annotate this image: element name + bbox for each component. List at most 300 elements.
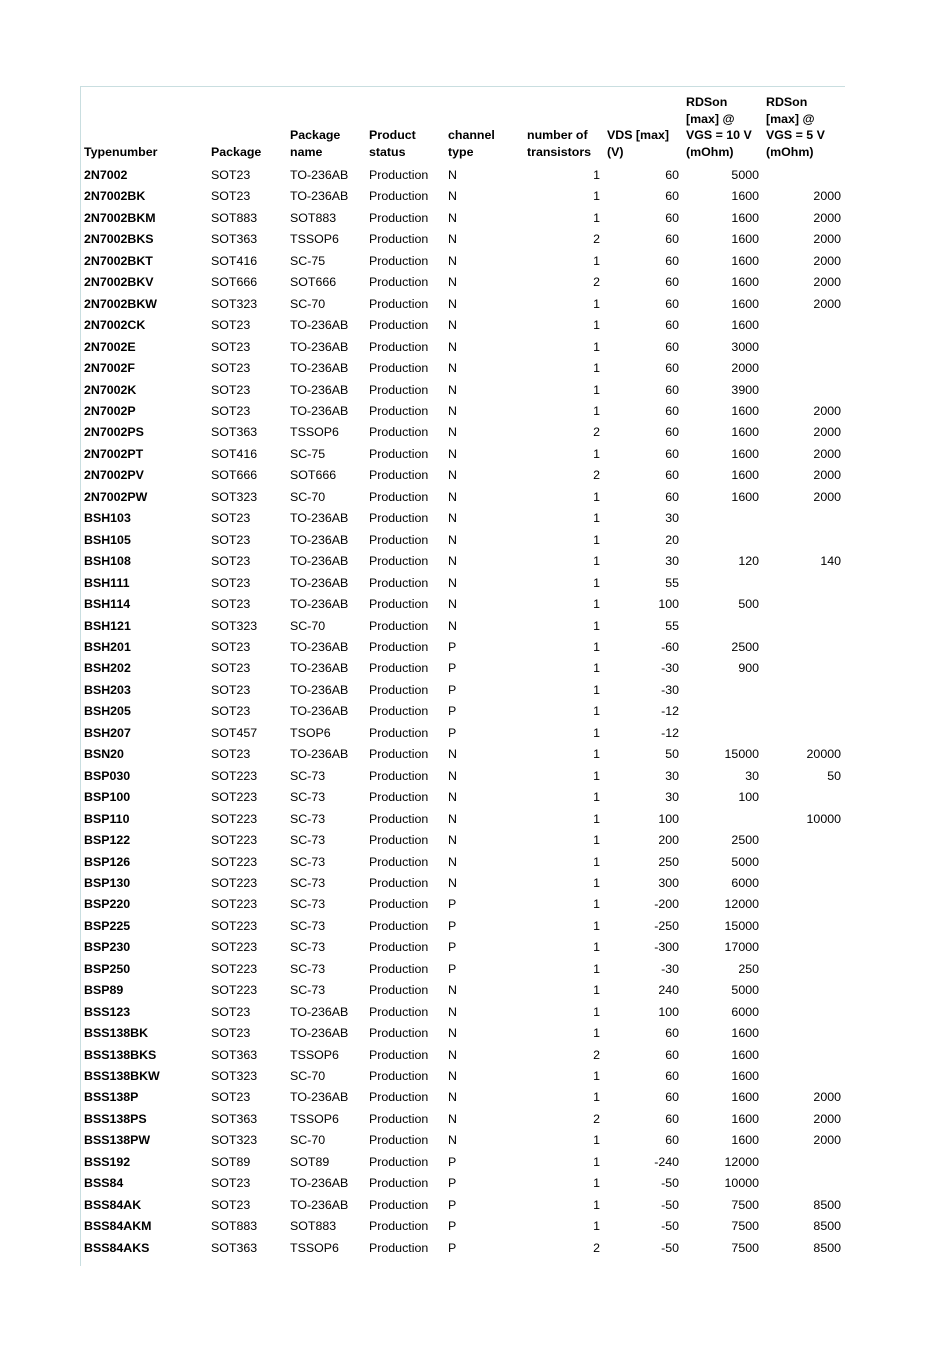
cell-package-name: SC-73 [290,897,326,912]
cell-package-name: TO-236AB [290,361,349,376]
cell-rdson-5v [763,1152,845,1173]
cell-channel-type: P [448,1240,457,1255]
table-row [81,680,845,701]
cell-vds-max: 60 [665,1069,679,1084]
col-header-package: Package [211,144,262,159]
cell-package: SOT223 [211,790,258,805]
cell-rdson-10v: 100 [738,790,759,805]
cell-number-of-transistors: 1 [593,790,600,805]
cell-number-of-transistors: 1 [593,361,600,376]
table-row [81,1087,845,1108]
table-top-border [80,86,845,87]
cell-number-of-transistors: 1 [593,875,600,890]
cell-rdson-10v: 17000 [724,940,759,955]
cell-rdson-10v [683,573,763,594]
cell-product-status: Production [369,425,429,440]
cell-typenumber: 2N7002 [84,168,128,182]
cell-package: SOT363 [211,425,258,440]
cell-product-status: Production [369,1090,429,1105]
col-header-typenumber: Typenumber [84,144,158,159]
cell-package-name: SC-75 [290,446,326,461]
cell-number-of-transistors: 1 [593,511,600,526]
cell-product-status: Production [369,168,429,182]
cell-rdson-5v: 2000 [813,232,841,247]
cell-number-of-transistors: 1 [593,554,600,569]
cell-package: SOT223 [211,961,258,976]
cell-rdson-10v: 5000 [731,168,759,182]
cell-typenumber: 2N7002BKS [84,232,154,247]
cell-rdson-10v: 1600 [731,253,759,268]
cell-channel-type: N [448,446,457,461]
table-row [81,380,845,401]
cell-rdson-5v: 2000 [813,403,841,418]
cell-channel-type: N [448,875,457,890]
cell-number-of-transistors: 1 [593,1004,600,1019]
cell-vds-max: -30 [661,961,679,976]
cell-product-status: Production [369,897,429,912]
cell-product-status: Production [369,725,429,740]
table-row [81,401,845,422]
cell-channel-type: N [448,511,457,526]
cell-product-status: Production [369,575,429,590]
cell-package: SOT363 [211,232,258,247]
cell-number-of-transistors: 2 [593,1240,600,1255]
cell-rdson-10v: 900 [738,661,759,676]
cell-package: SOT883 [211,1219,258,1234]
cell-number-of-transistors: 1 [593,1133,600,1148]
cell-vds-max: -240 [654,1154,679,1169]
cell-number-of-transistors: 1 [593,489,600,504]
cell-rdson-10v: 250 [738,961,759,976]
cell-rdson-10v: 1600 [731,489,759,504]
cell-vds-max: -200 [654,897,679,912]
cell-product-status: Production [369,1047,429,1062]
cell-channel-type: N [448,790,457,805]
cell-vds-max: 60 [665,210,679,225]
cell-rdson-10v: 1600 [731,425,759,440]
cell-vds-max: 60 [665,189,679,204]
cell-package-name: TO-236AB [290,661,349,676]
cell-rdson-5v: 8500 [813,1240,841,1255]
cell-channel-type: N [448,253,457,268]
cell-package-name: SOT666 [290,275,337,290]
cell-rdson-10v: 7500 [731,1219,759,1234]
cell-package: SOT223 [211,875,258,890]
table-row [81,1066,845,1087]
cell-rdson-10v: 15000 [724,747,759,762]
cell-typenumber: BSP030 [84,768,131,783]
cell-channel-type: N [448,489,457,504]
cell-package: SOT23 [211,532,251,547]
cell-number-of-transistors: 1 [593,918,600,933]
cell-rdson-10v: 7500 [731,1197,759,1212]
cell-typenumber: BSP250 [84,961,131,976]
table-row [81,701,845,722]
cell-package-name: TO-236AB [290,1026,349,1041]
cell-number-of-transistors: 1 [593,253,600,268]
cell-package: SOT23 [211,597,251,612]
cell-product-status: Production [369,682,429,697]
cell-rdson-5v [763,1066,845,1087]
cell-package: SOT23 [211,1176,251,1191]
cell-vds-max: 50 [665,747,679,762]
cell-channel-type: N [448,554,457,569]
cell-rdson-5v [763,852,845,873]
cell-number-of-transistors: 2 [593,232,600,247]
cell-typenumber: BSS138PW [84,1133,151,1148]
cell-package: SOT363 [211,1111,258,1126]
col-header-number-of-transistors: number of transistors [527,128,592,159]
cell-vds-max: 60 [665,296,679,311]
cell-rdson-10v: 6000 [731,875,759,890]
cell-product-status: Production [369,747,429,762]
cell-rdson-10v: 2000 [731,361,759,376]
cell-rdson-5v [763,165,845,186]
cell-package-name: SC-73 [290,961,326,976]
cell-package: SOT23 [211,339,251,354]
cell-package: SOT363 [211,1047,258,1062]
cell-rdson-5v: 2000 [813,1133,841,1148]
cell-package: SOT323 [211,618,258,633]
cell-package-name: TO-236AB [290,597,349,612]
cell-package: SOT23 [211,554,251,569]
cell-rdson-5v [763,1045,845,1066]
cell-package-name: SOT89 [290,1154,330,1169]
cell-vds-max: 60 [665,253,679,268]
table-row [81,658,845,679]
cell-package: SOT223 [211,983,258,998]
cell-channel-type: N [448,1090,457,1105]
cell-vds-max: -300 [654,940,679,955]
cell-number-of-transistors: 1 [593,833,600,848]
cell-rdson-5v: 2000 [813,425,841,440]
cell-rdson-5v: 2000 [813,489,841,504]
cell-package-name: TSSOP6 [290,232,339,247]
cell-channel-type: P [448,940,457,955]
cell-rdson-5v: 50 [827,768,841,783]
cell-package: SOT323 [211,1069,258,1084]
cell-rdson-10v: 2500 [731,833,759,848]
cell-vds-max: 60 [665,1111,679,1126]
cell-channel-type: P [448,918,457,933]
cell-typenumber: 2N7002K [84,382,137,397]
cell-product-status: Production [369,361,429,376]
table-row [81,573,845,594]
cell-package-name: TO-236AB [290,403,349,418]
cell-number-of-transistors: 1 [593,168,600,182]
cell-vds-max: -50 [661,1240,679,1255]
table-row [81,744,845,765]
cell-vds-max: 30 [665,790,679,805]
cell-number-of-transistors: 1 [593,189,600,204]
cell-rdson-5v [763,380,845,401]
cell-product-status: Production [369,232,429,247]
cell-product-status: Production [369,554,429,569]
cell-vds-max: 60 [665,361,679,376]
cell-channel-type: N [448,1133,457,1148]
cell-package: SOT23 [211,704,251,719]
cell-product-status: Production [369,704,429,719]
cell-product-status: Production [369,1111,429,1126]
cell-typenumber: BSS138BK [84,1026,149,1041]
cell-rdson-10v [683,530,763,551]
cell-product-status: Production [369,446,429,461]
cell-channel-type: N [448,532,457,547]
cell-vds-max: -30 [661,661,679,676]
cell-channel-type: P [448,1219,457,1234]
cell-package-name: TO-236AB [290,747,349,762]
cell-product-status: Production [369,253,429,268]
cell-channel-type: N [448,983,457,998]
cell-channel-type: N [448,468,457,483]
cell-channel-type: N [448,811,457,826]
cell-package: SOT223 [211,940,258,955]
col-header-package-name: Package name [290,128,341,159]
cell-package: SOT416 [211,446,258,461]
cell-package-name: TSSOP6 [290,425,339,440]
cell-package-name: TSSOP6 [290,1240,339,1255]
cell-rdson-5v [763,637,845,658]
cell-package: SOT23 [211,661,251,676]
cell-package-name: TO-236AB [290,554,349,569]
col-header-rdson-5v: RDSon [max] @ VGS = 5 V (mOhm) [766,95,825,159]
cell-channel-type: P [448,725,457,740]
cell-typenumber: BSS84AKM [84,1219,152,1234]
cell-rdson-5v [763,658,845,679]
cell-number-of-transistors: 2 [593,468,600,483]
cell-typenumber: BSH202 [84,661,131,676]
cell-vds-max: 200 [658,833,679,848]
cell-channel-type: P [448,682,457,697]
cell-typenumber: BSP126 [84,854,131,869]
cell-channel-type: P [448,1154,457,1169]
product-table [81,94,845,1259]
cell-vds-max: 60 [665,1026,679,1041]
cell-rdson-10v [683,723,763,744]
cell-rdson-5v [763,916,845,937]
cell-vds-max: -50 [661,1219,679,1234]
cell-typenumber: 2N7002BK [84,189,146,204]
cell-product-status: Production [369,189,429,204]
cell-rdson-5v: 20000 [806,747,841,762]
cell-product-status: Production [369,339,429,354]
cell-rdson-5v [763,980,845,1001]
table-row [81,165,845,186]
cell-product-status: Production [369,511,429,526]
cell-typenumber: BSH207 [84,725,131,740]
cell-rdson-5v [763,787,845,808]
cell-package-name: SC-73 [290,875,326,890]
cell-typenumber: BSS123 [84,1004,131,1019]
cell-package: SOT23 [211,511,251,526]
cell-rdson-5v: 2000 [813,446,841,461]
table-row [81,487,845,508]
cell-vds-max: 55 [665,618,679,633]
table-row [81,873,845,894]
cell-rdson-10v [683,701,763,722]
table-row [81,852,845,873]
cell-rdson-5v [763,573,845,594]
cell-channel-type: N [448,597,457,612]
cell-rdson-10v: 5000 [731,854,759,869]
cell-number-of-transistors: 1 [593,854,600,869]
table-row [81,294,845,315]
cell-channel-type: N [448,361,457,376]
cell-number-of-transistors: 1 [593,1176,600,1191]
cell-package: SOT23 [211,682,251,697]
cell-typenumber: BSP110 [84,811,130,826]
table-row [81,315,845,336]
cell-typenumber: 2N7002CK [84,318,146,333]
cell-rdson-5v: 2000 [813,468,841,483]
cell-number-of-transistors: 1 [593,725,600,740]
cell-package: SOT416 [211,253,258,268]
cell-rdson-5v [763,830,845,851]
cell-vds-max: 20 [665,532,679,547]
cell-package-name: SC-73 [290,854,326,869]
cell-channel-type: N [448,1111,457,1126]
table-row [81,809,845,830]
cell-rdson-10v: 1600 [731,403,759,418]
cell-vds-max: 30 [665,768,679,783]
cell-number-of-transistors: 1 [593,618,600,633]
cell-typenumber: BSS192 [84,1154,131,1169]
table-row [81,616,845,637]
table-row [81,937,845,958]
cell-product-status: Production [369,597,429,612]
cell-product-status: Production [369,833,429,848]
cell-package: SOT323 [211,296,258,311]
cell-rdson-10v: 1600 [731,468,759,483]
cell-typenumber: BSH121 [84,618,131,633]
cell-product-status: Production [369,403,429,418]
cell-typenumber: BSS138BKS [84,1047,157,1062]
cell-package: SOT23 [211,382,251,397]
table-row [81,444,845,465]
cell-package-name: SC-73 [290,833,326,848]
cell-number-of-transistors: 2 [593,425,600,440]
cell-package: SOT223 [211,768,258,783]
cell-rdson-5v [763,594,845,615]
cell-rdson-10v [683,616,763,637]
cell-rdson-5v [763,337,845,358]
cell-rdson-10v: 1600 [731,1090,759,1105]
cell-package-name: TO-236AB [290,1090,349,1105]
cell-vds-max: -60 [661,639,679,654]
cell-package: SOT23 [211,639,251,654]
cell-typenumber: 2N7002E [84,339,136,354]
cell-rdson-5v: 2000 [813,210,841,225]
table-row [81,251,845,272]
cell-channel-type: N [448,382,457,397]
cell-number-of-transistors: 1 [593,661,600,676]
cell-rdson-5v [763,315,845,336]
cell-vds-max: 30 [665,554,679,569]
cell-vds-max: 60 [665,275,679,290]
cell-package: SOT23 [211,1197,251,1212]
cell-package-name: SC-70 [290,618,326,633]
cell-rdson-5v [763,358,845,379]
cell-package-name: TO-236AB [290,511,349,526]
cell-number-of-transistors: 1 [593,1069,600,1084]
cell-number-of-transistors: 1 [593,597,600,612]
cell-product-status: Production [369,940,429,955]
cell-rdson-5v [763,937,845,958]
cell-package-name: SOT883 [290,1219,337,1234]
table-row [81,208,845,229]
cell-package-name: SC-73 [290,811,326,826]
cell-rdson-5v: 140 [820,554,841,569]
cell-product-status: Production [369,983,429,998]
cell-package-name: SC-73 [290,918,326,933]
table-row [81,894,845,915]
header-row [81,94,845,165]
table-row [81,530,845,551]
cell-vds-max: -12 [661,704,679,719]
table-row [81,723,845,744]
cell-package-name: SC-73 [290,983,326,998]
table-row [81,551,845,572]
cell-vds-max: 240 [658,983,679,998]
cell-rdson-5v [763,1023,845,1044]
cell-number-of-transistors: 1 [593,983,600,998]
cell-number-of-transistors: 2 [593,275,600,290]
cell-product-status: Production [369,318,429,333]
cell-vds-max: 60 [665,339,679,354]
cell-channel-type: N [448,275,457,290]
cell-vds-max: -12 [661,725,679,740]
cell-channel-type: N [448,339,457,354]
cell-package: SOT363 [211,1240,258,1255]
cell-typenumber: 2N7002PV [84,468,144,483]
cell-product-status: Production [369,1176,429,1191]
cell-channel-type: N [448,296,457,311]
cell-typenumber: BSN20 [84,747,124,762]
table-row [81,959,845,980]
cell-number-of-transistors: 1 [593,768,600,783]
cell-typenumber: BSS84AK [84,1197,142,1212]
cell-number-of-transistors: 2 [593,1111,600,1126]
table-row [81,1195,845,1216]
table-row [81,465,845,486]
cell-vds-max: 60 [665,232,679,247]
cell-product-status: Production [369,468,429,483]
table-row [81,508,845,529]
cell-vds-max: -50 [661,1176,679,1191]
cell-typenumber: 2N7002BKM [84,210,156,225]
cell-channel-type: P [448,961,457,976]
cell-package: SOT323 [211,1133,258,1148]
cell-typenumber: BSP100 [84,790,131,805]
cell-package: SOT223 [211,811,258,826]
cell-channel-type: N [448,318,457,333]
cell-number-of-transistors: 1 [593,532,600,547]
cell-rdson-10v: 2500 [731,639,759,654]
cell-package: SOT23 [211,189,251,204]
cell-package-name: TSSOP6 [290,1111,339,1126]
table-row [81,1173,845,1194]
cell-channel-type: N [448,425,457,440]
cell-typenumber: BSP89 [84,983,124,998]
table-row [81,272,845,293]
cell-rdson-10v: 15000 [724,918,759,933]
cell-rdson-10v: 5000 [731,983,759,998]
cell-package: SOT883 [211,210,258,225]
cell-number-of-transistors: 1 [593,1026,600,1041]
cell-product-status: Production [369,532,429,547]
cell-rdson-5v [763,508,845,529]
cell-typenumber: BSH108 [84,554,131,569]
